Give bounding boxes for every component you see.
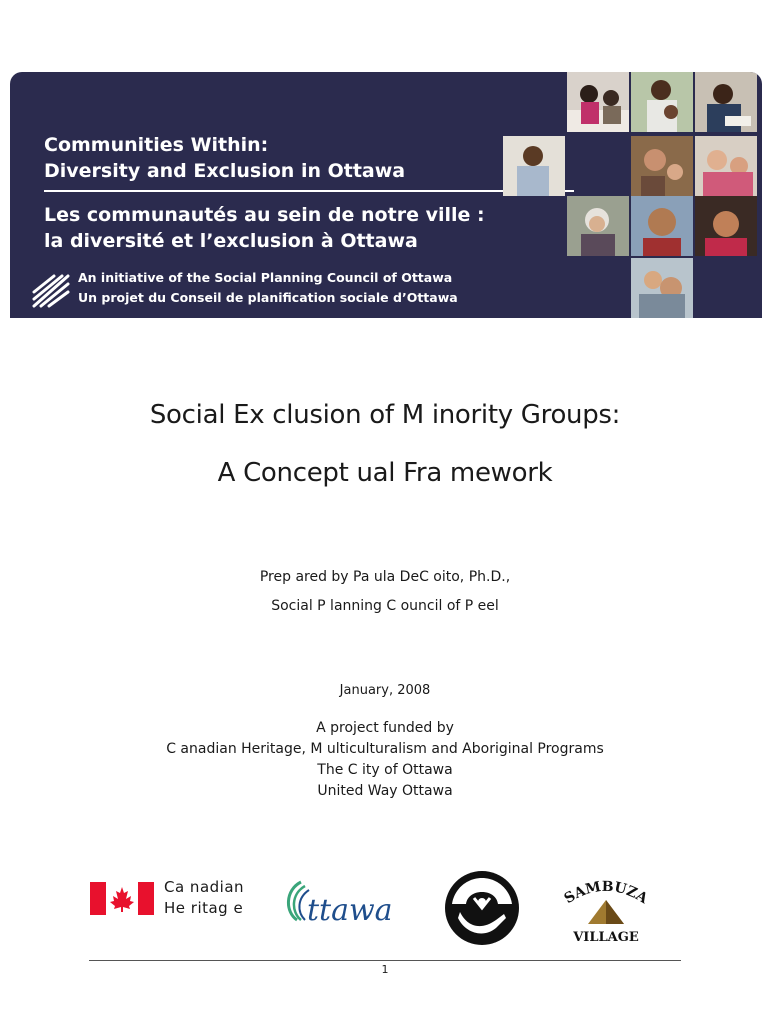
header-banner <box>10 72 762 318</box>
prepared-by: Prep ared by Pa ula DeC oito, Ph.D., <box>259 569 511 585</box>
funded-heading: A project funded by <box>316 720 454 736</box>
initiative-fr: Un projet du Conseil de planification sociale d’Ottawa <box>78 290 458 305</box>
photo-father-child <box>631 72 693 132</box>
sambuza-village-logo <box>556 874 656 946</box>
photo-man-studying <box>695 72 757 132</box>
page-number: 1 <box>381 963 389 976</box>
canada-flag-icon <box>90 882 154 915</box>
photo-elderly-woman <box>567 196 629 256</box>
united-way-logo-icon <box>442 868 522 948</box>
heritage-line1: Ca nadian <box>164 878 245 896</box>
document-title-line2: A Concept ual Fra mework <box>217 458 553 488</box>
footer-divider <box>89 960 681 961</box>
social-planning-council-logo-icon <box>32 272 72 308</box>
photo-people-computer <box>567 72 629 132</box>
banner-title-fr-line1: Les communautés au sein de notre ville : <box>44 204 485 226</box>
author-organization: Social P lanning C ouncil of P eel <box>271 598 499 614</box>
heritage-line2: He ritag e <box>164 899 244 917</box>
photo-girl <box>695 196 757 256</box>
banner-title-en-line2: Diversity and Exclusion in Ottawa <box>44 160 406 182</box>
funder-item: The C ity of Ottawa <box>317 762 453 778</box>
photo-man-smiling <box>503 136 565 196</box>
svg-text:ttawa: ttawa <box>307 893 393 928</box>
banner-title-en-line1: Communities Within: <box>44 134 269 156</box>
village-text: VILLAGE <box>573 930 639 945</box>
canadian-heritage-wordmark <box>164 877 244 919</box>
photo-grandparent-child <box>631 258 693 318</box>
sambuza-text: SAMBUZA <box>561 878 651 908</box>
banner-divider <box>44 190 574 192</box>
banner-title-fr-line2: la diversité et l’exclusion à Ottawa <box>44 230 418 252</box>
document-title-line1: Social Ex clusion of M inority Groups: <box>149 400 621 430</box>
funder-item: C anadian Heritage, M ulticulturalism and Aboriginal Programs <box>166 741 604 757</box>
publication-date: January, 2008 <box>339 683 431 698</box>
initiative-en: An initiative of the Social Planning Council of Ottawa <box>78 270 453 285</box>
photo-mother-child <box>695 136 757 196</box>
photo-older-man <box>631 196 693 256</box>
city-of-ottawa-logo-icon <box>283 876 399 928</box>
photo-family <box>631 136 693 196</box>
funder-item: United Way Ottawa <box>317 783 453 799</box>
sambuza-pyramid-icon <box>556 874 656 946</box>
